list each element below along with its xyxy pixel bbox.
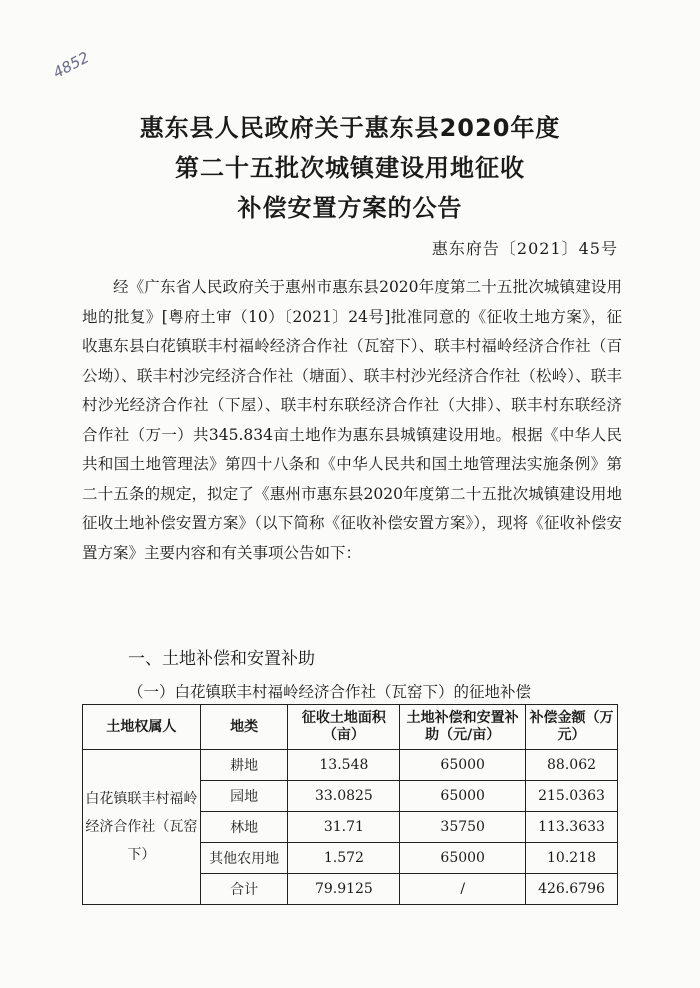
cell-amount: 426.6796 [526, 874, 618, 905]
cell-area: 13.548 [288, 750, 400, 781]
cell-type: 其他农用地 [200, 843, 288, 874]
compensation-table [82, 704, 618, 905]
handwritten-mark: 4852 [50, 48, 93, 82]
cell-area: 31.71 [288, 812, 400, 843]
header-amount: 补偿金额（万元） [526, 705, 618, 750]
cell-rate: 35750 [400, 812, 526, 843]
cell-rate: / [400, 874, 526, 905]
title-line-2: 第二十五批次城镇建设用地征收 [175, 154, 525, 182]
owner-cell: 白花镇联丰村福岭经济合作社（瓦窑下） [83, 750, 201, 905]
body-paragraph: 经《广东省人民政府关于惠州市惠东县2020年度第二十五批次城镇建设用地的批复》[粤府土审（10）〔2021〕24号]批准同意的《征收土地方案》，征收惠东县白花镇联丰村福岭经济合作社（瓦窑下）、联丰村福岭经济合作社（百公坳）、联丰村沙完经济合作社（塘面）、联丰村沙光经济合作社（松岭）、联丰村沙光经济合作社（下屋）、联丰村东联经济合作社（大排）、联丰村东联经济合作社（万一）共345.834亩土地作为惠东县城镇建设用地。根据《中华人民共和国土地管理法》第四十八条和《中华人民共和国土地管理法实施条例》第二十五条的规定，拟定了《惠州市惠东县2020年度第二十五批次城镇建设用地征收土地补偿安置方案》（以下简称《征收补偿安置方案》），现将《征收补偿安置方案》主要内容和有关事项公告如下： [82, 278, 622, 562]
cell-area: 33.0825 [288, 781, 400, 812]
cell-type: 林地 [200, 812, 288, 843]
document-number: 惠东府告〔2021〕45号 [431, 239, 618, 258]
header-owner: 土地权属人 [83, 705, 201, 750]
cell-rate: 65000 [400, 781, 526, 812]
table-row [83, 750, 618, 781]
header-type: 地类 [200, 705, 288, 750]
title-line-3: 补偿安置方案的公告 [237, 194, 463, 222]
subsection-heading: （一）白花镇联丰村福岭经济合作社（瓦窑下）的征地补偿 [128, 683, 532, 701]
cell-type: 耕地 [200, 750, 288, 781]
cell-type: 园地 [200, 781, 288, 812]
table-header-row [83, 705, 618, 750]
cell-rate: 65000 [400, 750, 526, 781]
cell-amount: 10.218 [526, 843, 618, 874]
cell-amount: 113.3633 [526, 812, 618, 843]
section-heading: 一、土地补偿和安置补助 [128, 649, 315, 669]
title-line-1: 惠东县人民政府关于惠东县2020年度 [139, 114, 561, 142]
cell-amount: 88.062 [526, 750, 618, 781]
cell-area: 1.572 [288, 843, 400, 874]
header-area: 征收土地面积（亩） [288, 705, 400, 750]
header-rate: 土地补偿和安置补助（元/亩） [400, 705, 526, 750]
cell-area: 79.9125 [288, 874, 400, 905]
cell-type: 合计 [200, 874, 288, 905]
cell-rate: 65000 [400, 843, 526, 874]
cell-amount: 215.0363 [526, 781, 618, 812]
